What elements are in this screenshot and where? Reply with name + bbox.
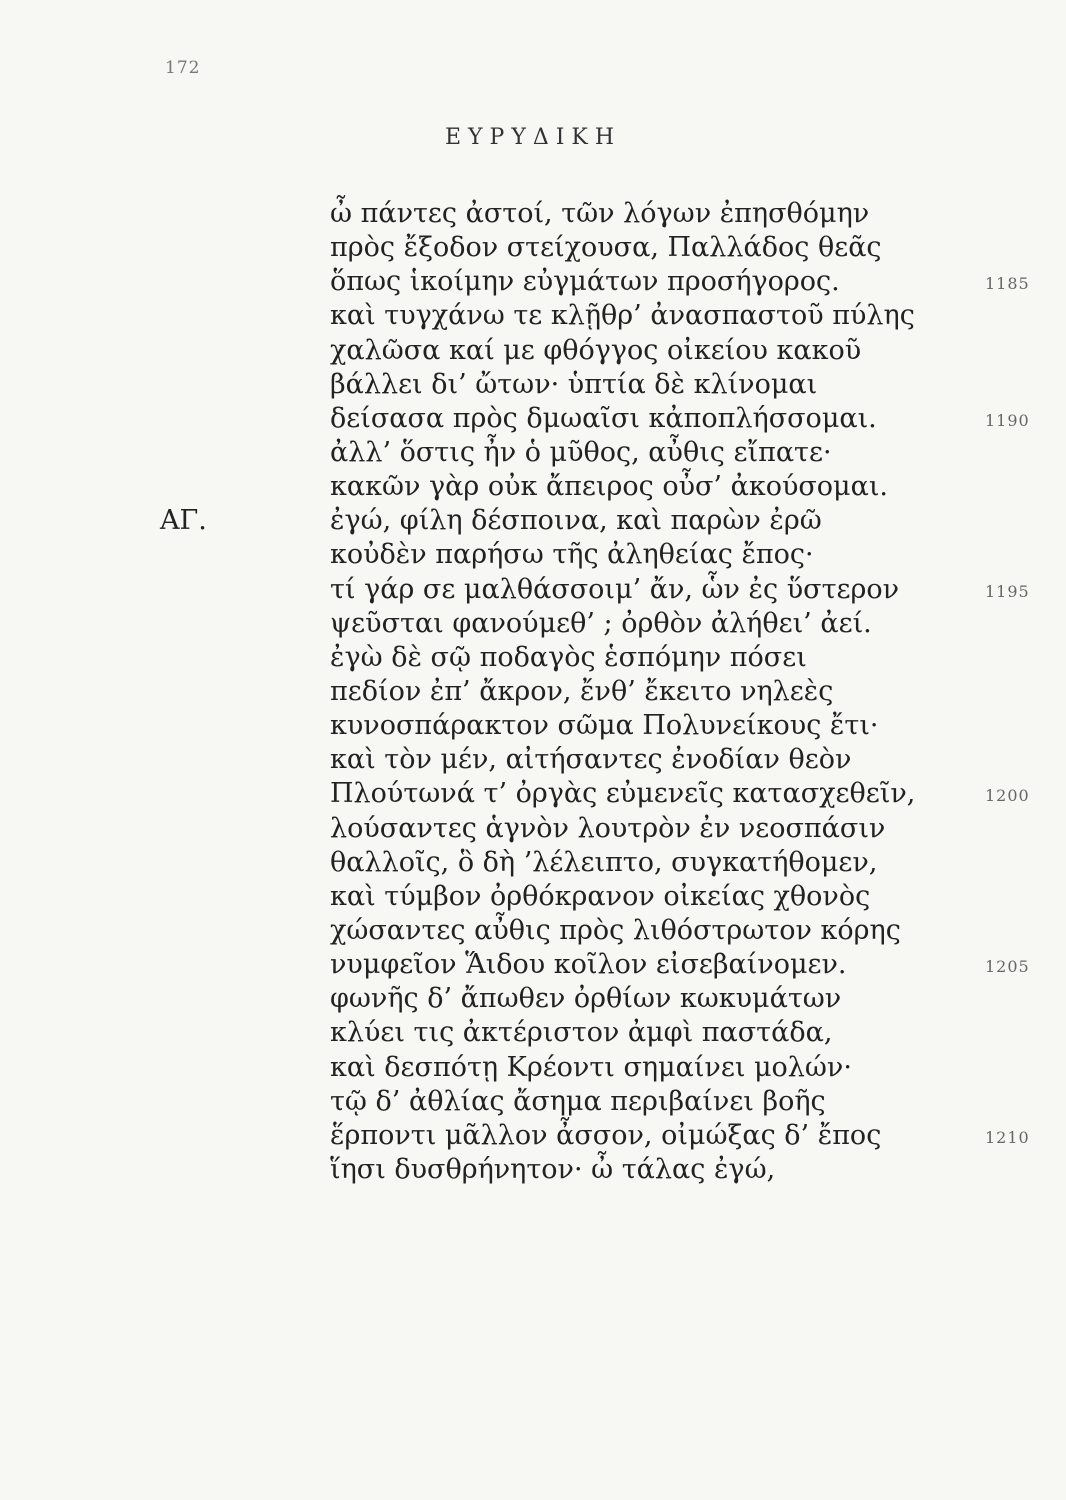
line-number: 1185 [985,274,1030,294]
verse-line [0,299,1066,333]
verse-text: ἐγὼ δὲ σῷ ποδαγὸς ἑσπόμην πόσει [330,641,807,673]
line-number: 1210 [985,1127,1030,1147]
verse-line [0,368,1066,402]
verse-text: νυμφεῖον Ἅιδου κοῖλον εἰσεβαίνομεν. [330,949,847,981]
verse-line [0,231,1066,265]
verse-line [0,538,1066,572]
verse-text: καὶ δεσπότῃ Κρέοντι σημαίνει μολών· [330,1051,852,1083]
verse-line [0,641,1066,675]
verse-line [0,675,1066,709]
verse-text: κοὐδὲν παρήσω τῆς ἀληθείας ἔπος· [330,539,814,571]
verse-block [0,197,1066,1187]
verse-text: πεδίον ἐπ’ ἄκρον, ἔνθ’ ἔκειτο νηλεὲς [330,675,834,707]
line-number: 1190 [985,410,1030,430]
verse-line [0,1051,1066,1085]
verse-line [0,436,1066,470]
verse-text: πρὸς ἔξοδον στείχουσα, Παλλάδος θεᾶς [330,232,882,264]
verse-text: Πλούτωνά τ’ ὀργὰς εὐμενεῖς κατασχεθεῖν, [330,778,916,810]
verse-line [0,402,1066,436]
running-head: ΕΥΡΥΔΙΚΗ [444,125,622,150]
verse-text: τί γάρ σε μαλθάσσοιμ’ ἄν, ὧν ἐς ὕστερον [330,573,900,605]
verse-text: φωνῆς δ’ ἄπωθεν ὀρθίων κωκυμάτων [330,983,842,1015]
verse-line [0,914,1066,948]
verse-line [0,743,1066,777]
verse-line [0,812,1066,846]
verse-line [0,265,1066,299]
verse-line [0,982,1066,1016]
verse-text: καὶ τυγχάνω τε κλῇθρ’ ἀνασπαστοῦ πύλης [330,300,915,332]
verse-text: δείσασα πρὸς δμωαῖσι κἀποπλήσσομαι. [330,402,877,434]
verse-text: κακῶν γὰρ οὐκ ἄπειρος οὖσ’ ἀκούσομαι. [330,471,889,503]
verse-text: χαλῶσα καί με φθόγγος οἰκείου κακοῦ [330,334,862,366]
speaker-label: ΑΓ. [160,505,207,537]
verse-line [0,197,1066,231]
verse-text: καὶ τύμβον ὀρθόκρανον οἰκείας χθονὸς [330,880,871,912]
verse-text: ἕρποντι μᾶλλον ἆσσον, οἰμώξας δ’ ἔπος [330,1119,882,1151]
verse-text: θαλλοῖς, ὃ δὴ ’λέλειπτο, συγκατήθομεν, [330,846,878,878]
verse-line [0,1085,1066,1119]
verse-line [0,846,1066,880]
verse-text: τῷ δ’ ἀθλίας ἄσημα περιβαίνει βοῆς [330,1085,826,1117]
page-number: 172 [165,58,201,78]
verse-text: ἵησι δυσθρήνητον· ὦ τάλας ἐγώ, [330,1153,776,1185]
line-number: 1200 [985,786,1030,806]
verse-line [0,1153,1066,1187]
verse-line [0,504,1066,538]
verse-line [0,1016,1066,1050]
verse-text: ψεῦσται φανούμεθ’ ; ὀρθὸν ἀλήθει’ ἀεί. [330,607,872,639]
verse-text: ἀλλ’ ὅστις ἦν ὁ μῦθος, αὖθις εἴπατε· [330,436,832,468]
verse-text: κλύει τις ἀκτέριστον ἀμφὶ παστάδα, [330,1017,833,1049]
line-number: 1205 [985,957,1030,977]
verse-text: καὶ τὸν μέν, αἰτήσαντες ἐνοδίαν θεὸν [330,744,852,776]
verse-line [0,1119,1066,1153]
verse-line [0,470,1066,504]
verse-text: κυνοσπάρακτον σῶμα Πολυνείκους ἔτι· [330,710,879,742]
verse-text: ἐγώ, φίλη δέσποινα, καὶ παρὼν ἐρῶ [330,505,822,537]
verse-text: ὦ πάντες ἀστοί, τῶν λόγων ἐπησθόμην [330,198,870,229]
line-number: 1195 [985,581,1030,601]
verse-line [0,948,1066,982]
verse-line [0,777,1066,811]
verse-text: ὅπως ἱκοίμην εὐγμάτων προσήγορος. [330,266,840,298]
verse-line [0,334,1066,368]
verse-text: χώσαντες αὖθις πρὸς λιθόστρωτον κόρης [330,914,901,946]
verse-text: βάλλει δι’ ὤτων· ὑπτία δὲ κλίνομαι [330,368,818,400]
verse-line [0,573,1066,607]
verse-line [0,880,1066,914]
verse-text: λούσαντες ἁγνὸν λουτρὸν ἐν νεοσπάσιν [330,812,886,844]
verse-line [0,709,1066,743]
verse-line [0,607,1066,641]
